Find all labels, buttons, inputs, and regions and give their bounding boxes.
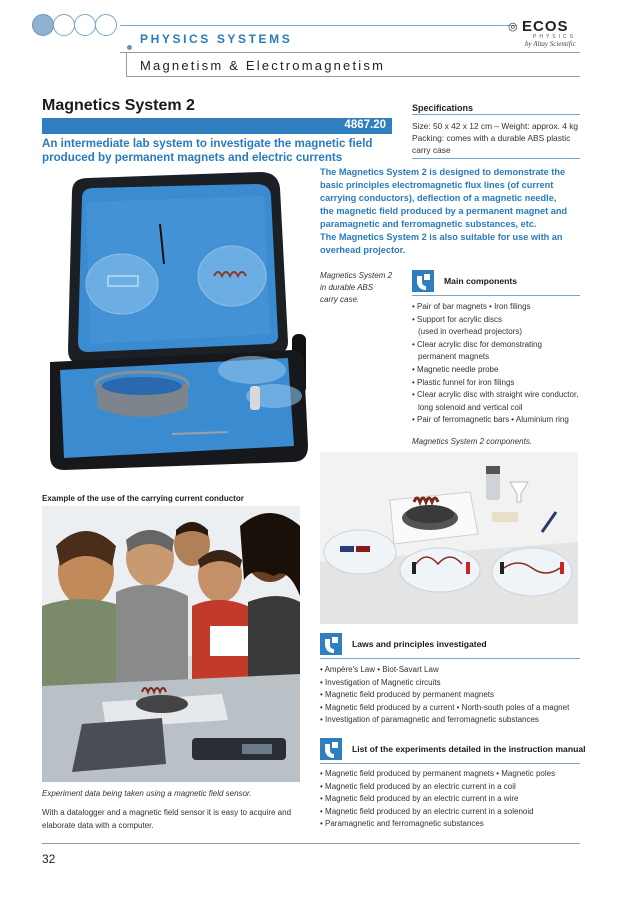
section-rule — [320, 763, 580, 764]
students-photo — [42, 506, 300, 782]
header-circle-icon — [95, 14, 117, 36]
experiments-list — [320, 768, 555, 831]
magnet-section-icon — [320, 738, 342, 760]
description-line: basic principles electromagnetic flux lines (of current — [320, 180, 554, 190]
product-code: 4867.20 — [344, 119, 386, 131]
laws-list — [320, 664, 569, 727]
product-description — [320, 166, 582, 257]
product-title: Magnetics System 2 — [42, 97, 195, 114]
list-item: (used in overhead projectors) — [418, 327, 523, 337]
list-item: • Magnetic needle probe — [412, 364, 499, 374]
specifications-rule — [412, 114, 580, 115]
spec-line: Size: 50 x 42 x 12 cm – Weight: approx. 4 kg — [412, 121, 579, 131]
list-item: • Clear acrylic disc with straight wire conductor, — [412, 390, 579, 400]
magnet-section-icon — [412, 270, 434, 292]
list-item: • Investigation of paramagnetic and ferromagnetic substances — [320, 715, 539, 725]
list-item: • Magnetic field produced by an electric current in a wire — [320, 794, 519, 804]
section-rule — [320, 658, 580, 659]
experiments-section — [320, 738, 586, 764]
list-item: • Magnetic field produced by an electric current in a coil — [320, 781, 516, 791]
specifications-heading: Specifications — [412, 103, 474, 113]
logo-sub: PHYSICS — [533, 34, 576, 40]
header-circle-icon — [32, 14, 54, 36]
header-divider — [120, 52, 580, 53]
case-caption-line: Magnetics System 2 — [320, 271, 393, 280]
description-line: paramagnetic and ferromagnetic substances, etc. — [320, 219, 537, 229]
list-item: • Plastic funnel for iron filings — [412, 377, 515, 387]
logo-name: ECOS — [522, 18, 569, 35]
list-item: • Investigation of Magnetic circuits — [320, 677, 441, 687]
photo-caption: Experiment data being taken using a magnetic field sensor. — [42, 789, 252, 798]
header-circle-icon — [74, 14, 96, 36]
components-caption: Magnetics System 2 components. — [412, 437, 533, 446]
section-rule — [412, 295, 580, 296]
main-components-list — [412, 301, 578, 427]
description-line: carrying conductors), deflection of a magnetic needle, — [320, 193, 557, 203]
list-item: • Pair of ferromagnetic bars • Aluminium ring — [412, 415, 569, 425]
spec-line: Packing: comes with a durable ABS plastic — [412, 133, 571, 143]
list-item: • Magnetic field produced by permanent magnets • Magnetic poles — [320, 769, 556, 778]
experiments-heading: List of the experiments detailed in the instruction manual — [352, 744, 586, 754]
list-item: long solenoid and vertical coil — [418, 402, 523, 412]
header-divider — [120, 25, 516, 26]
list-item: • Pair of bar magnets • Iron filings — [412, 302, 531, 311]
photo-text-line: elaborate data with a computer. — [42, 820, 154, 830]
specifications-text — [412, 120, 582, 156]
list-item: • Clear acrylic disc for demonstrating — [412, 339, 542, 349]
list-item: • Paramagnetic and ferromagnetic substances — [320, 819, 484, 829]
page-number: 32 — [42, 852, 56, 866]
header-circle-icon — [53, 14, 75, 36]
header-circles — [32, 14, 122, 38]
header-divider — [126, 52, 127, 76]
logo-tagline: by Altay Scientific — [525, 40, 576, 48]
list-item: permanent magnets — [418, 352, 490, 362]
logo-mark-icon: ◎ — [508, 21, 518, 33]
main-components-heading: Main components — [444, 276, 518, 286]
spec-line: carry case — [412, 145, 451, 155]
chapter-title: Magnetism & Electromagnetism — [140, 58, 386, 73]
header-dot — [127, 45, 132, 50]
list-item: • Magnetic field produced by a current • North-south poles of a magnet — [320, 702, 570, 712]
series-title: PHYSICS SYSTEMS — [140, 32, 293, 46]
description-line: overhead projector. — [320, 245, 406, 255]
footer-rule — [42, 843, 580, 844]
laws-heading: Laws and principles investigated — [352, 639, 487, 649]
magnet-section-icon — [320, 633, 342, 655]
description-line: the magnetic field produced by a permanent magnet and — [320, 206, 568, 216]
photo-text-line: With a datalogger and a magnetic field sensor it is easy to acquire and — [42, 808, 292, 817]
laws-section — [320, 633, 580, 659]
description-line: The Magnetics System 2 is also suitable for use with an — [320, 232, 563, 242]
description-line: The Magnetics System 2 is designed to demonstrate the — [320, 167, 566, 177]
case-caption — [320, 270, 410, 306]
list-item: • Magnetic field produced by permanent magnets — [320, 690, 495, 700]
carry-case-image — [42, 164, 314, 476]
case-caption-line: in durable ABS — [320, 283, 374, 292]
list-item: • Magnetic field produced by an electric current in a solenoid — [320, 806, 534, 816]
list-item: • Support for acrylic discs — [412, 314, 502, 324]
list-item: • Ampère's Law • Biot-Savart Law — [320, 665, 439, 674]
ecos-logo — [506, 18, 590, 48]
components-image — [320, 452, 578, 624]
header-divider — [126, 76, 580, 77]
photo-text — [42, 807, 304, 832]
case-caption-line: carry case. — [320, 295, 360, 304]
specifications-rule — [412, 158, 580, 159]
product-subtitle: An intermediate lab system to investigate the magnetic field produced by permanent magnets and electric currents — [42, 137, 373, 164]
product-code-bar — [42, 118, 392, 134]
example-heading: Example of the use of the carrying current conductor — [42, 494, 244, 503]
main-components-section — [412, 270, 580, 296]
